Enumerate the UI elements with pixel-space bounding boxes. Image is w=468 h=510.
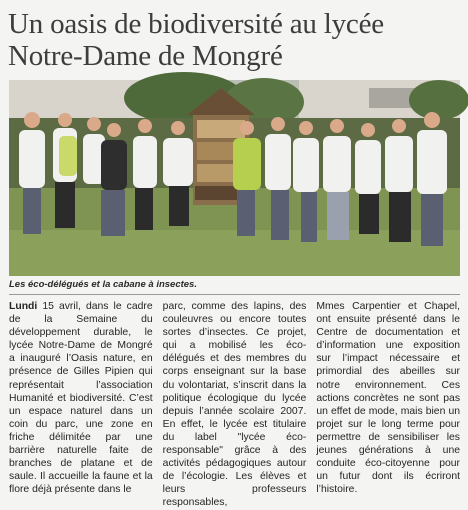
article-column-1 <box>9 300 153 496</box>
article-photo <box>9 80 460 276</box>
column-1-text: 15 avril, dans le cadre de la Semaine du développement durable, le lycée Notre-Dame de Mongré a inauguré l’Oasis nature, en présence de Gilles Pipien qui représentait l’association Humanité et biodiversité. C’est un espace naturel dans un coin du parc, une zone en friche délimitée par une barrière naturelle faite de branches de platane et de saule. Il accueille la faune et la flore déjà présente dans le <box>9 301 153 496</box>
caption-divider <box>9 294 460 295</box>
lead-word: Lundi <box>9 301 38 312</box>
article-column-2: parc, comme des lapins, des couleuvres ou encore toutes sortes d’insectes. Ce projet, qui a mobilisé les éco-délégués et des membres du corps enseignant sur la base du volontariat, s’inscrit dans la politique écologique du lycée depuis l’année scolaire 2007. En effet, le lycée est titulaire du label "lycée éco-responsable" grâce à des activités pédagogiques autour de l’écologie. Les élèves et leurs professeurs responsables, <box>162 301 307 509</box>
article-body <box>9 300 461 509</box>
article-headline: Un oasis de biodiversité au lycée Notre-Dame de Mongré <box>8 8 384 72</box>
photo-caption: Les éco-délégués et la cabane à insectes. <box>9 279 197 290</box>
article-column-3: Mmes Carpentier et Chapel, ont ensuite présenté dans le Centre de documentation et d’information une exposition sur l’impact nécessaire et primordial des abeilles sur notre environnement. Ces actions concrètes ne sont pas un effet de mode, mais bien un projet sur le long terme pour permettre de sensibiliser les jeunes générations à une conduite éco-citoyenne pour un futur dont ils écriront l’histoire. <box>316 301 461 496</box>
group-photo-image <box>9 80 460 276</box>
